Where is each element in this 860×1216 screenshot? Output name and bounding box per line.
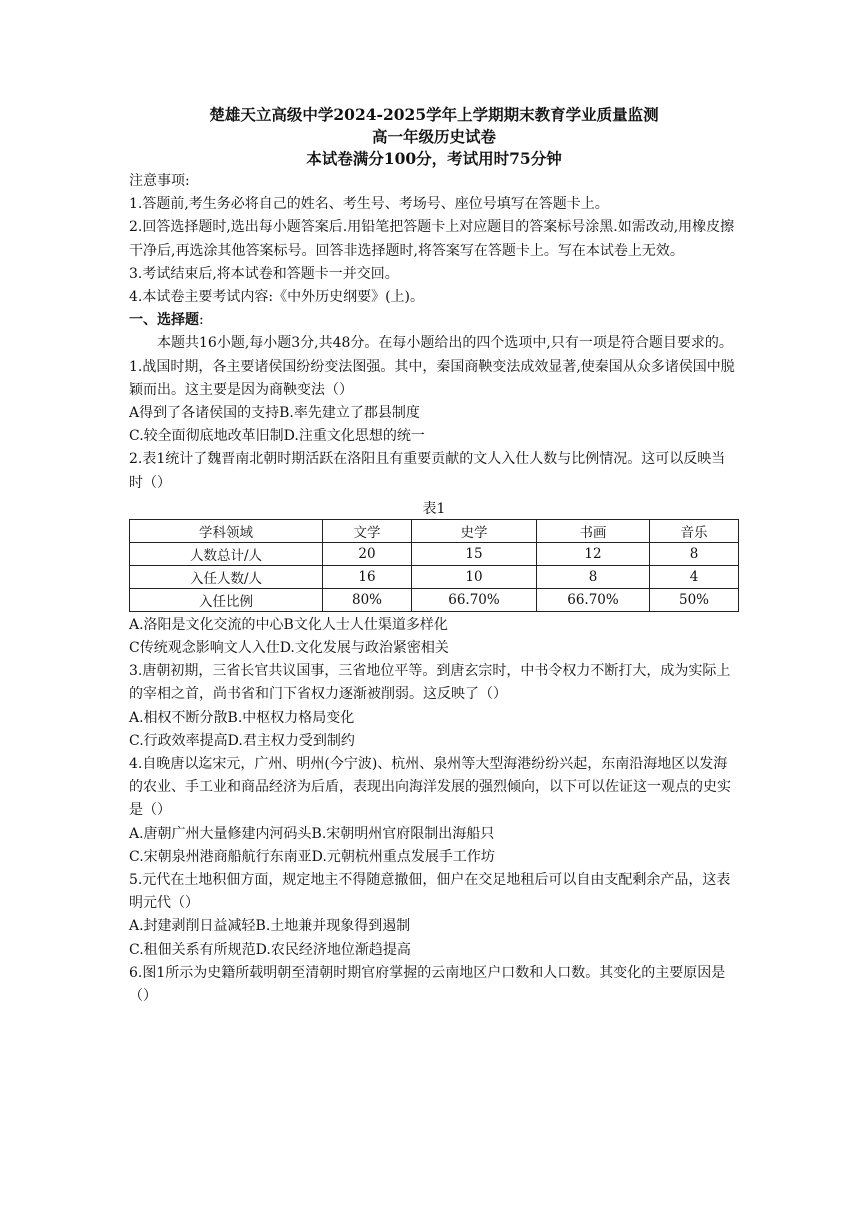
table-caption: 表1 [422, 500, 446, 517]
table-cell: 66.70% [412, 588, 537, 611]
table-row [130, 565, 739, 588]
table-cell: 8 [650, 542, 739, 565]
data-table [129, 519, 739, 612]
question-2-option: A.洛阳是文化交流的中心B文化人士人仕渠道多样化 [129, 616, 448, 633]
question-2-stem: 2.表1统计了魏晋南北朝时期活跃在洛阳且有重要贡献的文人入仕人数与比例情况。这可以反映当时（） [129, 451, 726, 491]
note-item: 3.考试结束后,将本试卷和答题卡一并交回。 [129, 265, 399, 282]
exam-subtitle: 高一年级历史试卷 [371, 127, 496, 146]
section-instructions: 本题共16小题,每小题3分,共48分。在每小题给出的四个选项中,只有一项是符合题目要求的。 [157, 335, 733, 352]
question-5-stem: 5.元代在土地积佃方面，规定地主不得随意撤佃，佃户在交足地租后可以自由支配剩余产品，这表明元代（） [129, 872, 731, 912]
table-cell: 8 [537, 565, 650, 588]
section-heading-text: 一、选择题 [129, 312, 199, 329]
table-cell: 12 [537, 542, 650, 565]
exam-content [129, 104, 739, 1008]
question-3-option: A.相权不断分散B.中枢权力格局变化 [129, 709, 355, 726]
section-heading [129, 309, 739, 332]
table-cell: 人数总计/人 [130, 542, 323, 565]
table-header-cell: 学科领域 [130, 519, 323, 542]
question-1-option: C.较全面彻底地改革旧制D.注重文化思想的统一 [129, 428, 425, 445]
table-cell: 20 [323, 542, 412, 565]
question-1-option: A得到了各诸侯国的支持B.率先建立了郡县制度 [129, 405, 420, 422]
table-cell: 10 [412, 565, 537, 588]
question-1-stem: 1.战国时期，各主要诸侯国纷纷变法图强。其中，秦国商鞅变法成效显著,使秦国从众多诸侯国中脱颖而出。这主要是因为商鞅变法（） [129, 358, 735, 398]
table-header-row [130, 519, 739, 542]
question-5-option: A.封建剥削日益减轻B.土地兼并现象得到遏制 [129, 918, 411, 935]
table-row [130, 588, 739, 611]
table-cell: 入任比例 [130, 588, 323, 611]
question-4-option: A.唐朝广州大量修建内河码头B.宋朝明州官府限制出海船只 [129, 825, 495, 842]
table-header-cell: 史学 [412, 519, 537, 542]
question-3-stem: 3.唐朝初期，三省长官共议国事，三省地位平等。到唐玄宗时，中书令权力不断打大，成为实际上的宰相之首，尚书省和门下省权力逐渐被削弱。这反映了（） [129, 663, 731, 703]
table-cell: 入任人数/人 [130, 565, 323, 588]
exam-title: 楚雄天立高级中学2024-2025学年上学期期末教育学业质量监测 [209, 105, 659, 124]
table-cell: 4 [650, 565, 739, 588]
section-heading-colon: : [199, 312, 204, 329]
question-5-option: C.租佃关系有所规范D.农民经济地位渐趋提高 [129, 941, 411, 958]
table-cell: 15 [412, 542, 537, 565]
note-item: 1.答题前,考生务必将自己的姓名、考生号、考场号、座位号填写在答题卡上。 [129, 196, 609, 213]
table-cell: 66.70% [537, 588, 650, 611]
question-3-option: C.行政效率提高D.君主权力受到制约 [129, 732, 355, 749]
table-header-cell: 音乐 [650, 519, 739, 542]
table-header-cell: 文学 [323, 519, 412, 542]
table-cell: 50% [650, 588, 739, 611]
question-4-stem: 4.自晚唐以迄宋元，广州、明州(今宁波)、杭州、泉州等大型海港纷纷兴起，东南沿海地区以发海的农业、手工业和商品经济为后盾，表现出向海洋发展的强烈倾向，以下可以佐证这一观点的史实是（） [129, 756, 731, 819]
table-cell: 16 [323, 565, 412, 588]
table-header-cell: 书画 [537, 519, 650, 542]
notes-heading: 注意事项: [129, 173, 190, 189]
note-item: 2.回答选择题时,选出每小题答案后.用铅笔把答题卡上对应题目的答案标号涂黑.如需改动,用橡皮擦干净后,再选涂其他答案标号。回答非选择题时,将答案写在答题卡上。写在本试卷上无效。 [129, 219, 735, 259]
exam-info: 本试卷满分100分，考试用时75分钟 [306, 149, 562, 168]
question-6-stem: 6.图1所示为史籍所载明朝至清朝时期官府掌握的云南地区户口数和人口数。其变化的主要原因是（） [129, 964, 726, 1005]
table-cell: 80% [323, 588, 412, 611]
note-item: 4.本试卷主要考试内容:《中外历史纲要》(上)。 [129, 289, 424, 306]
question-4-option: C.宋朝泉州港商船航行东南亚D.元朝杭州重点发展手工作坊 [129, 848, 495, 865]
question-2-option: C传统观念影响文人入仕D.文化发展与政治紧密相关 [129, 640, 449, 657]
table-row [130, 542, 739, 565]
